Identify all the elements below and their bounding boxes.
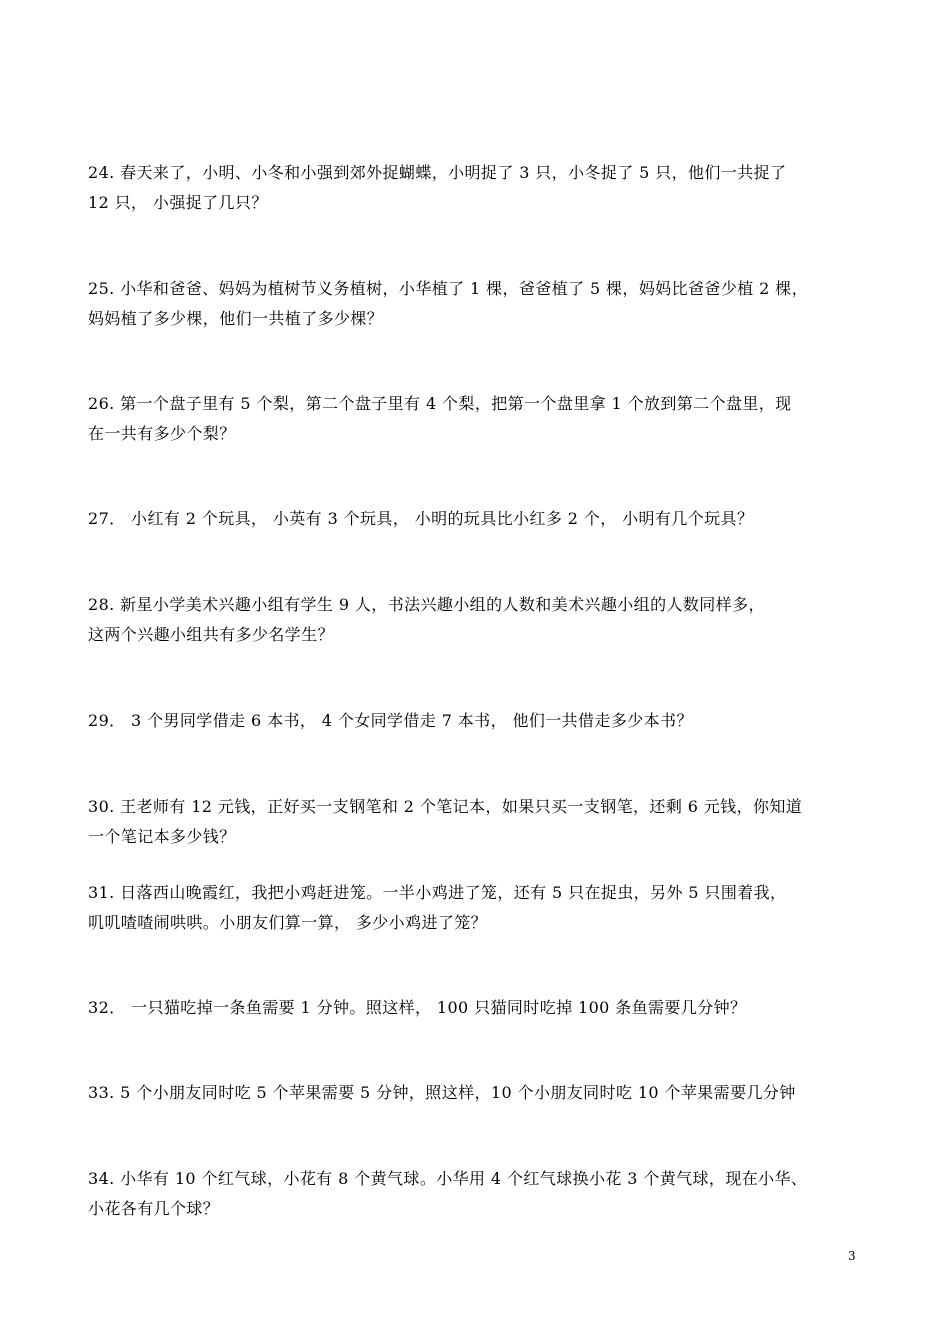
question-line: 30. 王老师有 12 元钱，正好买一支钢笔和 2 个笔记本，如果只买一支钢笔，还剩 6 元钱，你知道 (88, 797, 803, 816)
question-27 (88, 504, 868, 534)
question-25 (88, 274, 868, 334)
question-31 (88, 878, 868, 938)
question-line: 31. 日落西山晚霞红，我把小鸡赶进笼。一半小鸡进了笼，还有 5 只在捉虫，另外 5 只围着我， (88, 883, 787, 902)
question-line: 这两个兴趣小组共有多少名学生？ (88, 625, 335, 644)
question-line: 25. 小华和爸爸、妈妈为植树节义务植树，小华植了 1 棵，爸爸植了 5 棵，妈妈比爸爸少植 2 棵， (88, 279, 808, 298)
question-line: 29． 3 个男同学借走 6 本书， 4 个女同学借走 7 本书， 他们一共借走多少本书？ (88, 711, 693, 730)
question-line: 32． 一只猫吃掉一条鱼需要 1 分钟。照这样， 100 只猫同时吃掉 100 条鱼需要几分钟？ (88, 998, 747, 1017)
question-line: 一个笔记本多少钱？ (88, 827, 236, 846)
question-line: 33. 5 个小朋友同时吃 5 个苹果需要 5 分钟，照这样，10 个小朋友同时吃 10 个苹果需要几分钟 (88, 1083, 796, 1102)
question-line: 34. 小华有 10 个红气球，小花有 8 个黄气球。小华用 4 个红气球换小花 3 个黄气球，现在小华、 (88, 1169, 808, 1188)
question-line: 12 只， 小强捉了几只？ (88, 193, 268, 212)
question-line: 小花各有几个球？ (88, 1199, 220, 1218)
page-number: 3 (848, 1249, 856, 1263)
question-line: 叽叽喳喳闹哄哄。小朋友们算一算， 多少小鸡进了笼？ (88, 913, 488, 932)
question-29 (88, 706, 868, 736)
question-line: 26. 第一个盘子里有 5 个梨，第二个盘子里有 4 个梨，把第一个盘里拿 1 个放到第二个盘里，现 (88, 394, 792, 413)
question-line: 28. 新星小学美术兴趣小组有学生 9 人，书法兴趣小组的人数和美术兴趣小组的人数同样多， (88, 595, 765, 614)
question-28 (88, 590, 868, 650)
question-line: 妈妈植了多少棵，他们一共植了多少棵？ (88, 309, 384, 328)
question-33 (88, 1078, 868, 1108)
question-32 (88, 993, 868, 1023)
question-26 (88, 389, 868, 449)
question-line: 24. 春天来了，小明、小冬和小强到郊外捉蝴蝶，小明捉了 3 只，小冬捉了 5 只，他们一共捉了 (88, 163, 787, 182)
question-34 (88, 1164, 868, 1224)
question-line: 27． 小红有 2 个玩具， 小英有 3 个玩具， 小明的玩具比小红多 2 个， 小明有几个玩具？ (88, 509, 754, 528)
question-24 (88, 158, 868, 218)
question-30 (88, 792, 868, 852)
question-line: 在一共有多少个梨？ (88, 424, 236, 443)
